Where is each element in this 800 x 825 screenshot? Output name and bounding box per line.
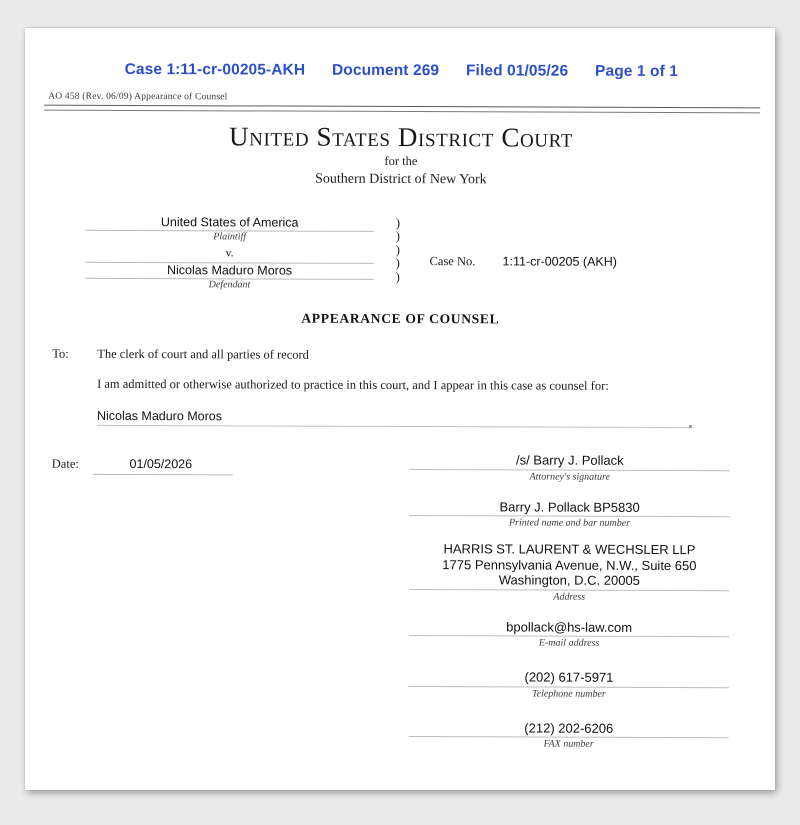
email-value: bpollack@hs-law.com [506,618,633,635]
spacer [410,483,730,500]
fax-value: (212) 202-6206 [524,719,614,736]
form-number-line: AO 458 (Rev. 06/09) Appearance of Counsel [48,91,228,103]
address-caption: Address [553,591,586,603]
address-line-1: HARRIS ST. LAURENT & WECHSLER LLP [443,541,696,558]
printed-name-value: Barry J. Pollack BP5830 [499,498,640,515]
printed-name-caption: Printed name and bar number [508,517,631,529]
date-rule [93,474,233,476]
client-name-rule [97,425,689,428]
case-caption [47,215,753,298]
caption-defendant-name: Nicolas Maduro Moros [166,263,293,278]
case-number-label: Case No. [429,254,476,269]
printed-name-field [410,499,730,531]
case-number-value: 1:11-cr-00205 (AKH) [502,254,617,269]
attorney-signature-field [410,452,730,484]
caption-plaintiff-role: Plaintiff [213,231,247,243]
court-forthe-label: for the [384,153,418,169]
address-line-3: Washington, D.C. 20005 [498,572,640,588]
header-double-rule [44,105,760,114]
telephone-caption: Telephone number [531,688,606,700]
fax-caption: FAX number [543,738,594,750]
court-name: United States District Court [229,121,574,153]
document-content [25,28,775,790]
client-name-value: Nicolas Maduro Moros [96,408,223,424]
client-name-rule-tick [689,425,692,428]
caption-defendant-role: Defendant [208,279,251,291]
court-district: Southern District of New York [315,171,487,188]
to-recipient-text: The clerk of court and all parties of record [97,346,309,362]
ecf-header-stamp [26,61,775,82]
address-field [409,541,729,604]
telephone-field [409,669,729,701]
date-value: 01/05/2026 [129,456,193,472]
telephone-value: (202) 617-5971 [524,669,614,685]
to-label: To: [52,346,69,361]
admission-statement: I am admitted or otherwise authorized to practice in this court, and I appear in this case as counsel for: [97,376,609,393]
document-page [25,28,775,790]
address-line-2: 1775 Pennsylvania Avenue, N.W., Suite 650 [442,556,697,573]
caption-versus: v. [225,247,234,260]
ecf-case-number: Case 1:11-cr-00205-AKH [124,60,306,79]
attorney-signature-caption: Attorney's signature [529,470,610,483]
caption-paren-column: ) ) ) ) ) [395,214,401,284]
spacer [409,700,729,721]
attorney-signature-value: /s/ Barry J. Pollack [515,452,624,468]
email-caption: E-mail address [538,637,600,649]
caption-plaintiff-name: United States of America [160,215,299,230]
ecf-document-number: Document 269 [331,61,440,80]
document-title: APPEARANCE OF COUNSEL [301,310,500,327]
spacer [409,603,729,620]
fax-field [409,720,729,752]
ecf-filed-date: Filed 01/05/26 [465,62,569,80]
spacer [409,649,729,670]
signature-block [409,452,730,751]
ecf-page-number: Page 1 of 1 [595,62,679,81]
date-label: Date: [51,456,79,471]
email-field [409,619,729,651]
